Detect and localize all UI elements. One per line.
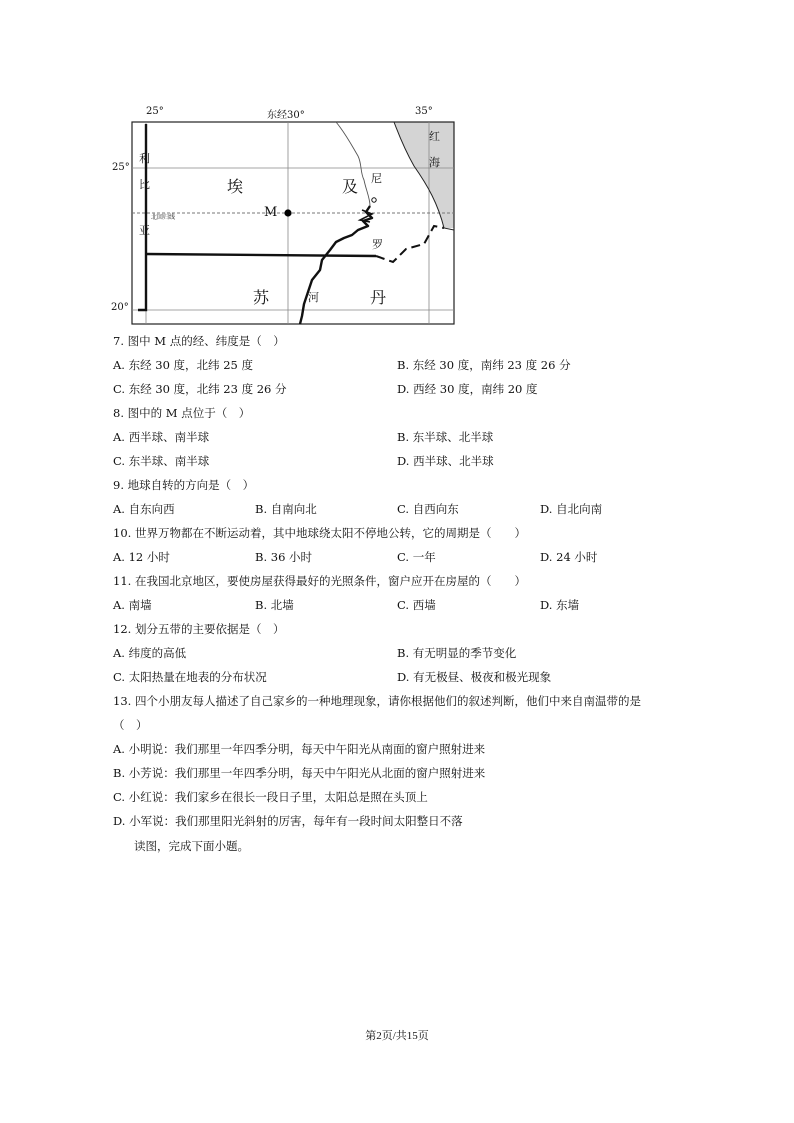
question-7-option-b[interactable]: B. 东经 30 度，南纬 23 度 26 分 [397,358,571,372]
question-10-option-a[interactable]: A. 12 小时 [113,550,170,564]
question-10-option-c[interactable]: C. 一年 [397,550,436,564]
question-8-stem: 8. 图中的 M 点位于（ ） [113,406,251,420]
question-8-option-d[interactable]: D. 西半球、北半球 [397,454,494,468]
question-11-option-b[interactable]: B. 北墙 [255,598,294,612]
question-9-option-c[interactable]: C. 自西向东 [397,502,459,516]
disputed-border [376,226,444,262]
map-label-sudan-2: 丹 [370,288,387,307]
map-label-nile-1: 尼 [371,172,382,185]
question-7-option-a[interactable]: A. 东经 30 度，北纬 25 度 [113,358,254,372]
question-9-stem: 9. 地球自转的方向是（ ） [113,478,255,492]
point-m-dot [284,209,291,216]
map-label-red-sea-2: 海 [429,156,440,169]
map-label-egypt-1: 埃 [227,177,244,196]
question-13-stem: 13. 四个小朋友每人描述了自己家乡的一种地理现象，请你根据他们的叙述判断，他们中来自南温带的是 [113,694,641,708]
question-8-option-c[interactable]: C. 东半球、南半球 [113,454,210,468]
question-13-stem-cont: （ ） [113,718,148,732]
question-10-option-d[interactable]: D. 24 小时 [540,550,598,564]
red-sea-area [394,122,454,228]
question-7-stem: 7. 图中 M 点的经、纬度是（ ） [113,334,285,348]
question-12-option-b[interactable]: B. 有无明显的季节变化 [397,646,517,660]
map-label-point-m: M [264,205,278,220]
question-13-option-c[interactable]: C. 小红说：我们家乡在很长一段日子里，太阳总是照在头顶上 [113,790,428,804]
map-label-lon-30: 东经30° [267,110,305,121]
question-11-option-a[interactable]: A. 南墙 [113,598,152,612]
map-label-nile-2: 罗 [372,238,383,251]
map-label-red-sea-1: 红 [429,130,440,143]
map-frame [132,122,454,324]
question-12-stem: 12. 划分五带的主要依据是（ ） [113,622,285,636]
map-label-lon-35: 35° [415,106,433,117]
question-12-option-d[interactable]: D. 有无极昼、极夜和极光现象 [397,670,552,684]
map-label-libya-2: 比 [139,178,150,191]
question-7-option-d[interactable]: D. 西经 30 度，南纬 20 度 [397,382,538,396]
question-13-option-a[interactable]: A. 小明说：我们那里一年四季分明，每天中午阳光从南面的窗户照射进来 [113,742,486,756]
question-8-option-b[interactable]: B. 东半球、北半球 [397,430,494,444]
question-13-option-d[interactable]: D. 小军说：我们那里阳光斜射的厉害，每年有一段时间太阳整日不落 [113,814,463,828]
map-label-lat-20: 20° [111,302,129,313]
egypt-sudan-border [146,254,376,256]
question-10-option-b[interactable]: B. 36 小时 [255,550,313,564]
question-11-option-d[interactable]: D. 东墙 [540,598,580,612]
question-12-option-a[interactable]: A. 纬度的高低 [113,646,187,660]
aswan-mark [372,198,376,202]
question-7-option-c[interactable]: C. 东经 30 度，北纬 23 度 26 分 [113,382,287,396]
question-12-option-c[interactable]: C. 太阳热量在地表的分布状况 [113,670,267,684]
question-13-option-b[interactable]: B. 小芳说：我们那里一年四季分明，每天中午阳光从北面的窗户照射进来 [113,766,486,780]
reading-instruction: 读图，完成下面小题。 [134,839,249,853]
question-11-stem: 11. 在我国北京地区，要使房屋获得最好的光照条件，窗户应开在房屋的（ ） [113,574,526,588]
map-label-nile-3: 河 [308,291,319,304]
question-9-option-d[interactable]: D. 自北向南 [540,502,603,516]
map-label-lon-25: 25° [146,106,164,117]
map-label-libya-3: 亚 [139,224,150,237]
question-11-option-c[interactable]: C. 西墙 [397,598,436,612]
map-label-egypt-2: 及 [342,177,359,196]
question-9-option-b[interactable]: B. 自南向北 [255,502,317,516]
map-label-tropic: 北回归线 [151,214,176,221]
nile-river [300,206,372,324]
map-label-sudan-1: 苏 [253,288,270,307]
question-9-option-a[interactable]: A. 自东向西 [113,502,175,516]
page-footer: 第2页/共15页 [365,1030,429,1042]
map-label-lat-25: 25° [112,162,130,173]
question-10-stem: 10. 世界万物都在不断运动着，其中地球绕太阳不停地公转，它的周期是（ ） [113,526,526,540]
question-8-option-a[interactable]: A. 西半球、南半球 [113,430,210,444]
map-label-libya-1: 利 [139,152,150,165]
